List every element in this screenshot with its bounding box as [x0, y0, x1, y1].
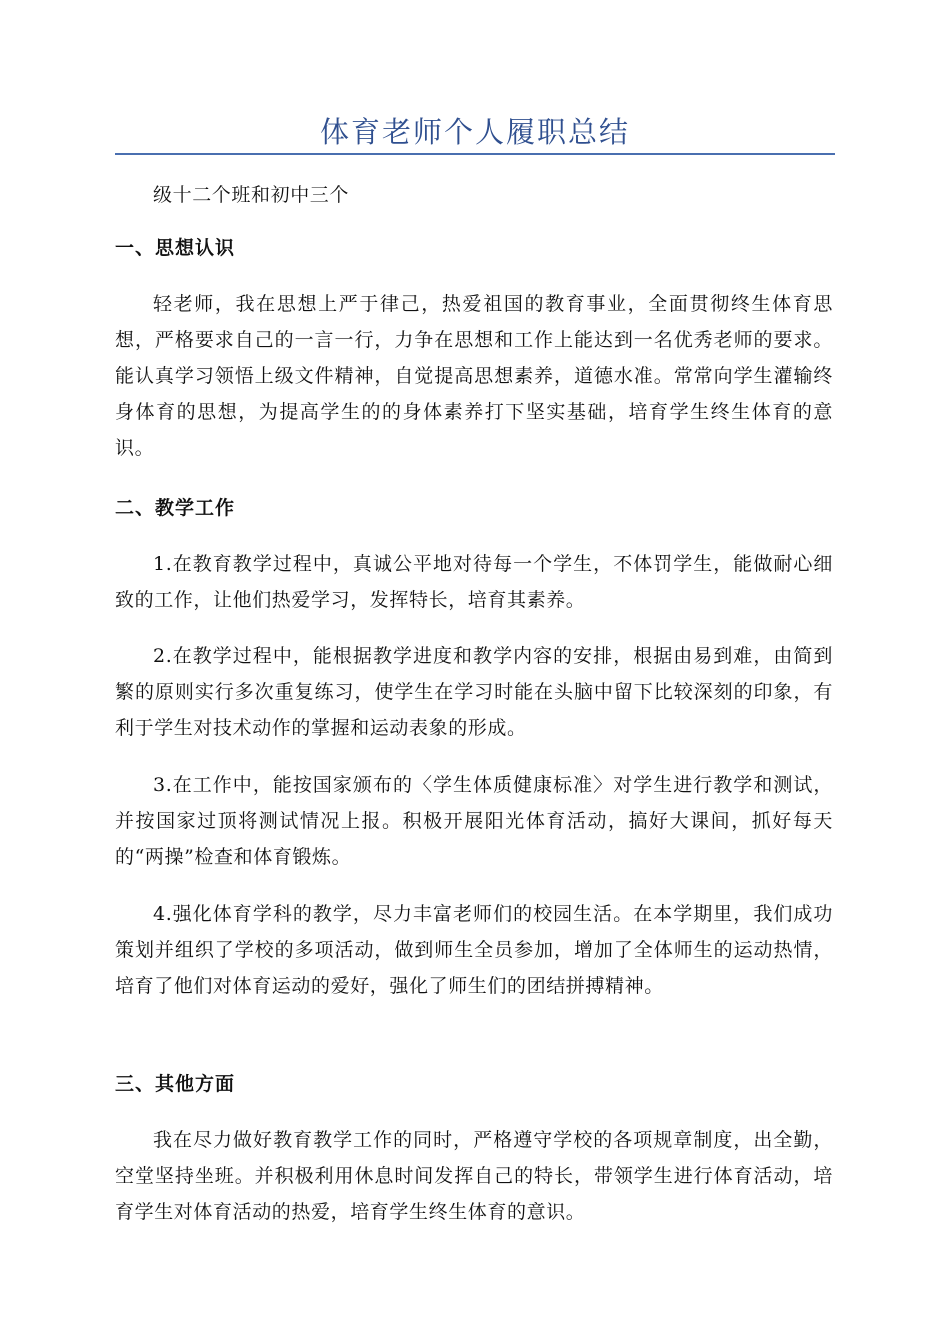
section-teaching-paragraph-4: 4.强化体育学科的教学，尽力丰富老师们的校园生活。在本学期里，我们成功策划并组织了学校的多项活动，做到师生全员参加，增加了全体师生的运动热情，培育了他们对体育运动的爱好，强化了师生们的团结拼搏精神。 [115, 903, 833, 997]
section-teaching-paragraph-3: 3.在工作中，能按国家颁布的〈学生体质健康标准〉对学生进行教学和测试，并按国家过顶将测试情况上报。积极开展阳光体育活动，搞好大课间，抓好每天的“两操”检查和体育锻炼。 [115, 774, 833, 868]
section-teaching-paragraph-2: 2.在教学过程中，能根据教学进度和教学内容的安排，根据由易到难，由简到繁的原则实行多次重复练习，使学生在学习时能在头脑中留下比较深刻的印象，有利于学生对技术动作的掌握和运动表象的形成。 [115, 645, 833, 739]
section-thoughts-paragraph-1: 轻老师，我在思想上严于律己，热爱祖国的教育事业，全面贯彻终生体育思想，严格要求自己的一言一行，力争在思想和工作上能达到一名优秀老师的要求。能认真学习领悟上级文件精神，自觉提高思想素养，道德水准。常常向学生灌输终身体育的思想，为提高学生的的身体素养打下坚实基础，培育学生终生体育的意识。 [115, 293, 833, 459]
section-teaching-paragraph-1: 1.在教育教学过程中，真诚公平地对待每一个学生，不体罚学生，能做耐心细致的工作，让他们热爱学习，发挥特长，培育其素养。 [115, 553, 833, 611]
section-heading-thoughts: 一、思想认识 [115, 237, 236, 259]
section-heading-other: 三、其他方面 [115, 1073, 236, 1095]
section-heading-teaching: 二、教学工作 [115, 497, 236, 519]
intro-paragraph: 级十二个班和初中三个 [153, 184, 350, 206]
section-other-paragraph-1: 我在尽力做好教育教学工作的同时，严格遵守学校的各项规章制度，出全勤，空堂坚持坐班。并积极利用休息时间发挥自己的特长，带领学生进行体育活动，培育学生对体育活动的热爱，培育学生终生体育的意识。 [115, 1129, 833, 1223]
title-underline [115, 153, 835, 155]
document-title: 体育老师个人履职总结 [319, 115, 630, 149]
